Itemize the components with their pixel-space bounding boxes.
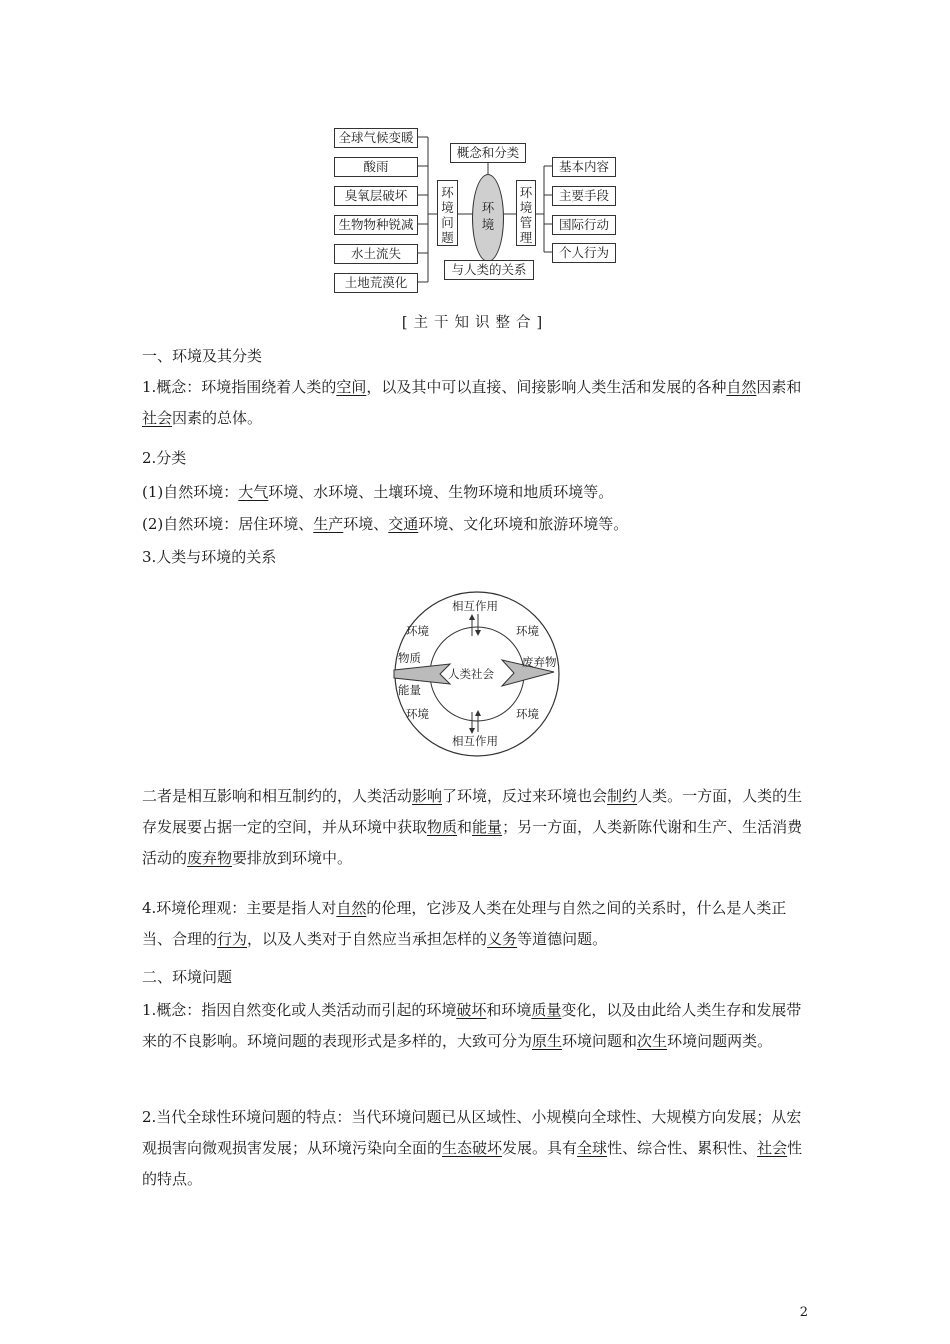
figure-label-env-top-right: 环境 xyxy=(516,624,539,638)
paragraph-problem-concept: 1.概念：指因自然变化或人类活动而引起的环境破坏和环境质量变化，以及由此给人类生存和发展带来的不良影响。环境问题的表现形式是多样的，大致可分为原生环境问题和次生环境问题两类。 xyxy=(142,1001,802,1050)
map-problem-box: 环境问题 xyxy=(437,180,458,246)
map-item-climate: 全球气候变暖 xyxy=(334,128,418,148)
map-bottom-box: 与人类的关系 xyxy=(444,260,534,280)
map-item-ozone: 臭氧层破坏 xyxy=(334,186,418,206)
figure-label-env-bottom-left: 环境 xyxy=(406,707,429,721)
map-item-desertification: 土地荒漠化 xyxy=(334,273,418,293)
paragraph-relationship: 二者是相互影响和相互制约的，人类活动影响了环境，反过来环境也会制约人类。一方面，人类的生存发展要占据一定的空间，并从环境中获取物质和能量；另一方面，人类新陈代谢和生产、生活消费活动的废弃物要排放到环境中。 xyxy=(142,787,803,867)
paragraph-global-features: 2.当代全球性环境问题的特点：当代环境问题已从区域性、小规模向全球性、大规模方向发展；从宏观损害向微观损害发展；从环境污染向全面的生态破坏发展。具有全球性、综合性、累积性、社会性的特点。 xyxy=(142,1108,803,1188)
figure-label-interaction-bottom: 相互作用 xyxy=(452,734,498,748)
figure-label-energy: 能量 xyxy=(398,683,421,697)
map-center-label: 环境 xyxy=(481,200,495,232)
heading-environment-classification: 一、环境及其分类 xyxy=(142,347,263,365)
paragraph-classification: 2.分类 xyxy=(142,449,187,467)
figure-label-env-top-left: 环境 xyxy=(406,624,429,638)
map-item-personal: 个人行为 xyxy=(552,243,616,263)
figure-label-society: 人类社会 xyxy=(448,667,494,681)
section-title: [主干知识整合] xyxy=(401,315,549,331)
paragraph-social-env: (2)自然环境：居住环境、生产环境、交通环境、文化环境和旅游环境等。 xyxy=(142,515,629,533)
paragraph-relationship-heading: 3.人类与环境的关系 xyxy=(142,548,277,566)
map-item-means: 主要手段 xyxy=(552,186,616,206)
human-environment-figure xyxy=(388,590,566,758)
map-item-acid-rain: 酸雨 xyxy=(334,157,418,177)
paragraph-concept: 1.概念：环境指围绕着人类的空间，以及其中可以直接、间接影响人类生活和发展的各种自然因素和社会因素的总体。 xyxy=(142,378,802,427)
concept-map xyxy=(330,124,622,296)
map-item-species: 生物物种锐减 xyxy=(334,215,418,235)
paragraph-natural-env: (1)自然环境：大气环境、水环境、土壤环境、生物环境和地质环境等。 xyxy=(142,483,614,501)
figure-label-matter: 物质 xyxy=(398,651,421,665)
map-center-ellipse xyxy=(472,174,504,262)
page-number: 2 xyxy=(799,1305,808,1320)
map-management-box: 环境管理 xyxy=(516,180,536,246)
map-top-box: 概念和分类 xyxy=(450,143,526,163)
map-item-soil-erosion: 水土流失 xyxy=(334,244,418,264)
heading-environment-problems: 二、环境问题 xyxy=(142,968,233,986)
figure-label-env-bottom-right: 环境 xyxy=(516,707,539,721)
paragraph-ethics: 4.环境伦理观：主要是指人对自然的伦理，它涉及人类在处理与自然之间的关系时，什么是人类正当、合理的行为，以及人类对于自然应当承担怎样的义务等道德问题。 xyxy=(142,899,787,948)
figure-label-interaction-top: 相互作用 xyxy=(452,599,498,613)
figure-label-waste: 废弃物 xyxy=(522,655,557,669)
map-item-basic: 基本内容 xyxy=(552,157,616,177)
map-item-international: 国际行动 xyxy=(552,215,616,235)
